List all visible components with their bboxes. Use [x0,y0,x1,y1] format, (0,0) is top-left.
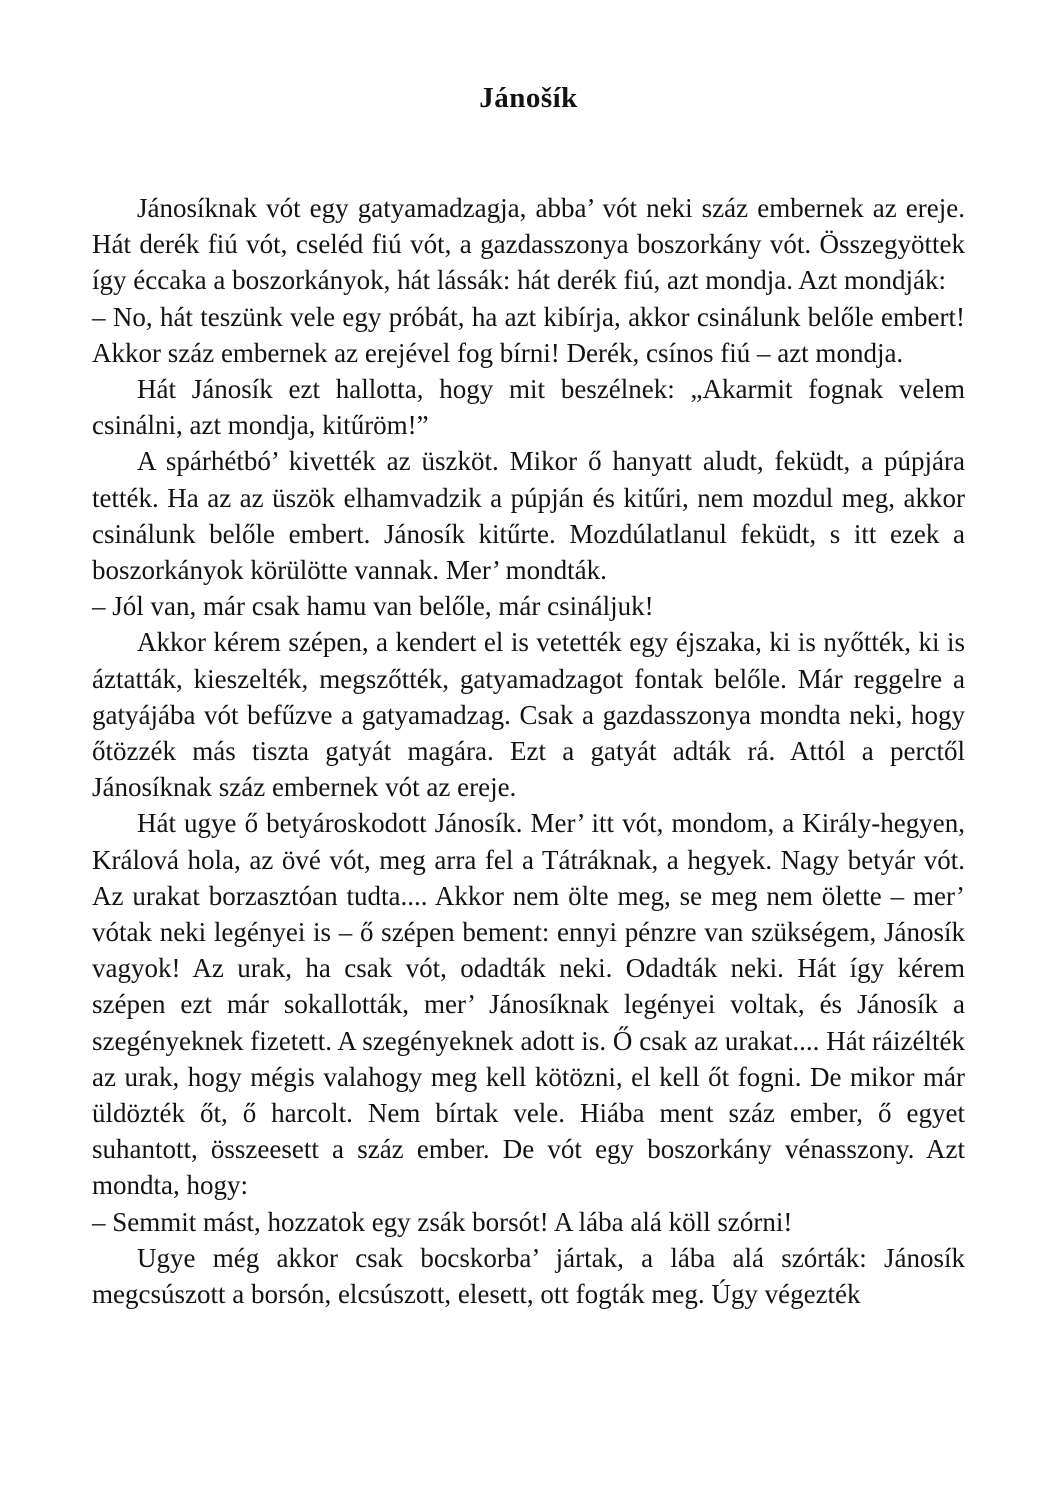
paragraph-dialog: – Jól van, már csak hamu van belőle, már csináljuk! [92,591,654,622]
paragraph: Hát Jánosík ezt hallotta, hogy mit beszélnek: „Akarmit fognak velem csinálni, azt mondja, kitűröm!” [92,374,965,441]
paragraph: Akkor kérem szépen, a kendert el is vetették egy éjszaka, ki is nyőtték, ki is áztatták, kieszelték, megszőtték, gatyamadzagot fontak belőle. Már reggelre a gatyájába vót befűzve a gatyamadzag. Csak a gazdasszonya mondta neki, hogy őtözzék más tiszta gatyát magára. Ezt a gatyát adták rá. Attól a perctől Jánosíknak száz embernek vót az ereje. [92,627,965,803]
paragraph-dialog: – No, hát teszünk vele egy próbát, ha azt kibírja, akkor csinálunk belőle embert! Akkor száz embernek az erejével fog bírni! Derék, csínos fiú – azt mondja. [92,301,965,368]
paragraph: Hát ugye ő betyároskodott Jánosík. Mer’ itt vót, mondom, a Király-hegyen, Králová hola, az övé vót, meg arra fel a Tátráknak, a hegyek. Nagy betyár vót. Az urakat borzasztóan tudta.... Akkor nem ölte meg, se meg nem ölette – mer’ vótak neki legényei is – ő szépen bement: ennyi pénzre van szükségem, Jánosík vagyok! Az urak, ha csak vót, odadták neki. Odadták neki. Hát így kérem szépen ezt már sokallották, mer’ Jánosíknak legényei voltak, és Jánosík a szegényeknek fizetett. A szegényeknek adott is. Ő csak az urakat.... Hát ráizélték az urak, hogy mégis valahogy meg kell kötözni, el kell őt fogni. De mikor már üldözték őt, ő harcolt. Nem bírtak vele. Hiába ment száz ember, ő egyet suhantott, összeesett a száz ember. De vót egy boszorkány vénasszony. Azt mondta, hogy: [92,808,965,1201]
paragraph: Ugye még akkor csak bocskorba’ jártak, a lába alá szórták: Jánosík megcsúszott a borsón, elcsúszott, elesett, ott fogták meg. Úgy végezték [92,1242,965,1310]
paragraph: Jánosíknak vót egy gatyamadzagja, abba’ vót neki száz embernek az ereje. Hát derék fiú vót, cseléd fiú vót, a gazdasszonya boszorkány vót. Összegyöttek így éccaka a boszorkányok, hát lássák: hát derék fiú, azt mondja. Azt mondják: [92,193,965,296]
paragraph-dialog: – Semmit mást, hozzatok egy zsák borsót! A lába alá köll szórni! [92,1206,793,1237]
paragraph: A spárhétbó’ kivették az üszköt. Mikor ő hanyatt aludt, feküdt, a púpjára tették. Ha az az üszök elhamvadzik a púpján és kitűri, nem mozdul meg, akkor csinálunk belőle embert. Jánosík kitűrte. Mozdúlatlanul feküdt, s itt ezek a boszorkányok körülötte vannak. Mer’ mondták. [92,446,965,586]
page-title: Jánošík [479,82,578,114]
document-body [92,190,965,1312]
